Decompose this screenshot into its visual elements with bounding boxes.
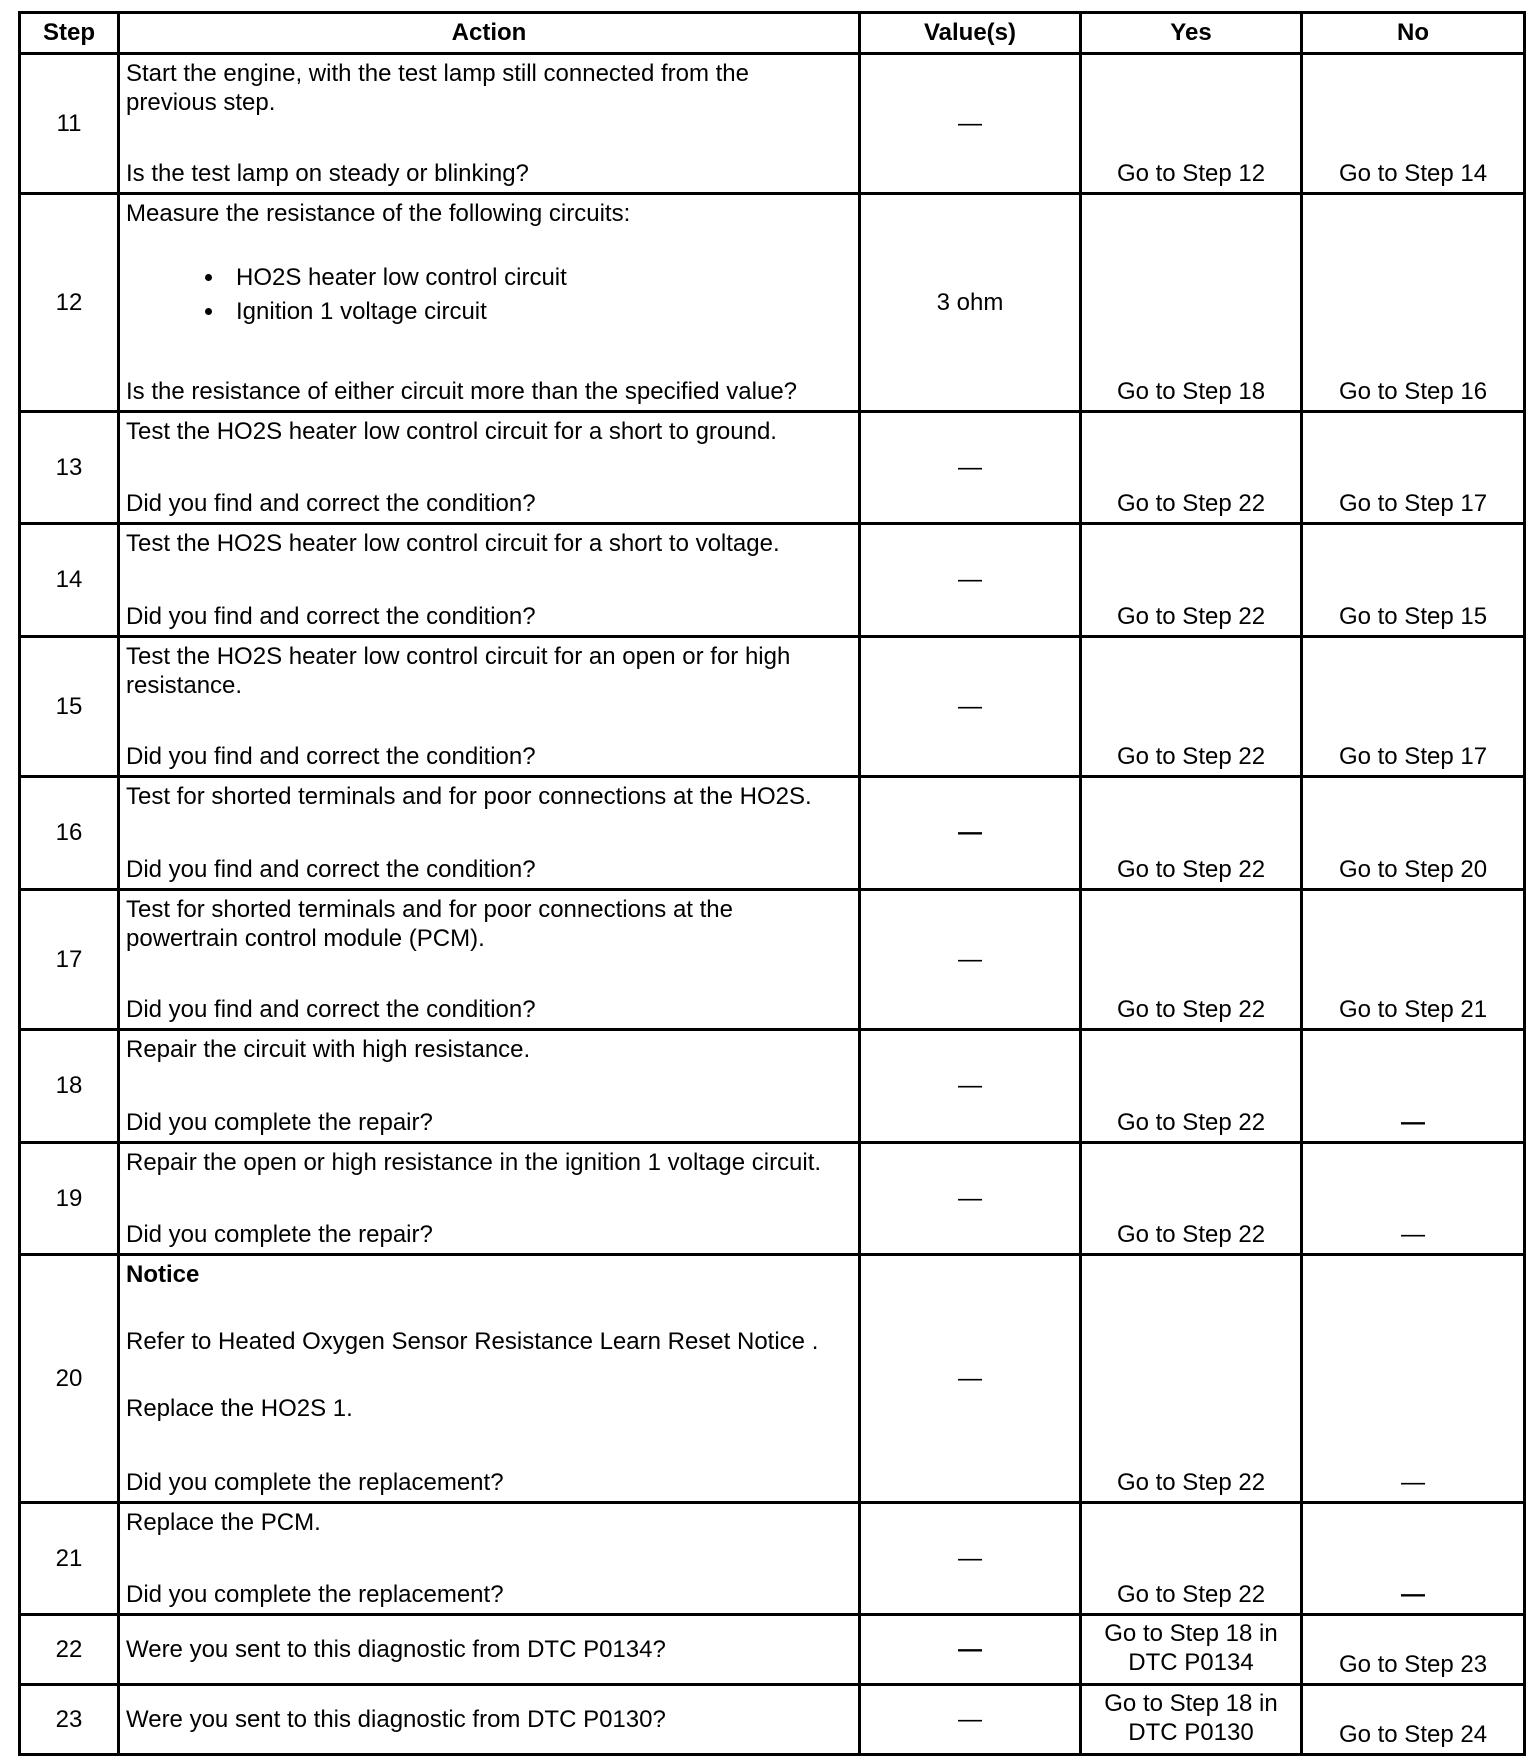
action-question: Did you find and correct the condition?	[126, 743, 536, 770]
yes-cell	[1081, 1503, 1302, 1615]
action-cell	[119, 1030, 860, 1143]
no-dash: —	[1401, 1469, 1425, 1496]
step-number: 17	[20, 890, 119, 1030]
action-text: Test for shorted terminals and for poor connections at the HO2S.	[126, 783, 812, 810]
action-cell	[119, 1143, 860, 1255]
yes-link[interactable]: Go to Step 22	[1116, 856, 1266, 883]
no-cell	[1302, 194, 1525, 412]
no-cell	[1302, 1615, 1525, 1685]
header-values: Value(s)	[860, 13, 1081, 54]
action-cell	[119, 1615, 860, 1685]
action-question: Were you sent to this diagnostic from DTC P0130?	[126, 1705, 666, 1733]
yes-link[interactable]: Go to Step 22	[1116, 603, 1266, 630]
table-row	[20, 412, 1525, 524]
step-number: 20	[20, 1255, 119, 1503]
table-row	[20, 1255, 1525, 1503]
step-number: 22	[20, 1615, 119, 1685]
action-cell	[119, 637, 860, 777]
yes-link[interactable]	[1082, 1689, 1300, 1747]
yes-link[interactable]: Go to Step 22	[1116, 1469, 1266, 1496]
yes-link[interactable]: Go to Step 22	[1116, 996, 1266, 1023]
no-dash: —	[1401, 1221, 1425, 1248]
list-item: • Ignition 1 voltage circuit	[226, 295, 852, 329]
action-cell	[119, 412, 860, 524]
no-link[interactable]: Go to Step 15	[1338, 603, 1488, 630]
action-question: Did you find and correct the condition?	[126, 603, 536, 630]
no-link[interactable]: Go to Step 14	[1338, 160, 1488, 187]
header-step: Step	[20, 13, 119, 54]
value-cell: —	[860, 524, 1081, 637]
action-question: Did you complete the replacement?	[126, 1469, 504, 1496]
table-row	[20, 890, 1525, 1030]
value-cell: 3 ohm	[860, 194, 1081, 412]
no-link[interactable]: Go to Step 20	[1338, 856, 1488, 883]
no-cell	[1302, 412, 1525, 524]
step-number: 23	[20, 1685, 119, 1755]
no-link[interactable]: Go to Step 16	[1338, 378, 1488, 405]
no-cell	[1302, 777, 1525, 890]
yes-link[interactable]	[1082, 1619, 1300, 1677]
circuit-list	[126, 261, 852, 329]
step-number: 12	[20, 194, 119, 412]
action-text: previous step.	[126, 89, 276, 116]
yes-cell	[1081, 1143, 1302, 1255]
no-cell	[1302, 1685, 1525, 1755]
action-cell	[119, 524, 860, 637]
list-item: • HO2S heater low control circuit	[226, 261, 852, 295]
yes-cell	[1081, 637, 1302, 777]
yes-cell	[1081, 1685, 1302, 1755]
table-row	[20, 1030, 1525, 1143]
action-text: Replace the HO2S 1.	[126, 1395, 353, 1422]
action-text: Start the engine, with the test lamp still connected from the	[126, 60, 749, 87]
value-cell: —	[860, 890, 1081, 1030]
step-number: 13	[20, 412, 119, 524]
value-cell: —	[860, 777, 1081, 890]
header-action: Action	[119, 13, 860, 54]
yes-link[interactable]: Go to Step 22	[1116, 1109, 1266, 1136]
action-cell	[119, 777, 860, 890]
value-cell: —	[860, 1143, 1081, 1255]
step-number: 14	[20, 524, 119, 637]
yes-link[interactable]: Go to Step 22	[1116, 1581, 1266, 1608]
action-text: Replace the PCM.	[126, 1509, 321, 1536]
table-row	[20, 1685, 1525, 1755]
yes-link[interactable]: Go to Step 22	[1116, 1221, 1266, 1248]
action-cell	[119, 194, 860, 412]
yes-cell	[1081, 1030, 1302, 1143]
step-number: 19	[20, 1143, 119, 1255]
value-cell: —	[860, 1255, 1081, 1503]
no-cell	[1302, 890, 1525, 1030]
value-cell: —	[860, 1685, 1081, 1755]
table-row	[20, 54, 1525, 194]
yes-link-line: Go to Step 18 in	[1104, 1620, 1278, 1647]
no-cell	[1302, 1503, 1525, 1615]
no-cell	[1302, 54, 1525, 194]
no-cell	[1302, 1143, 1525, 1255]
action-question: Did you complete the repair?	[126, 1109, 433, 1136]
action-text: powertrain control module (PCM).	[126, 925, 485, 952]
action-question: Did you find and correct the condition?	[126, 490, 536, 517]
no-cell	[1302, 1255, 1525, 1503]
no-link[interactable]: Go to Step 17	[1338, 743, 1488, 770]
table-row	[20, 1615, 1525, 1685]
yes-link-line: DTC P0134	[1128, 1649, 1254, 1676]
action-text: Repair the open or high resistance in the ignition 1 voltage circuit.	[126, 1149, 822, 1176]
action-question: Did you complete the repair?	[126, 1221, 433, 1248]
table-row	[20, 194, 1525, 412]
no-dash: —	[1401, 1581, 1425, 1608]
yes-link[interactable]: Go to Step 18	[1116, 378, 1266, 405]
action-text: Test the HO2S heater low control circuit for an open or for high	[126, 643, 791, 670]
diagnostic-table	[18, 11, 1526, 1756]
action-cell	[119, 54, 860, 194]
yes-link[interactable]: Go to Step 22	[1116, 743, 1266, 770]
step-number: 18	[20, 1030, 119, 1143]
table-row	[20, 1503, 1525, 1615]
no-cell	[1302, 1030, 1525, 1143]
action-cell	[119, 890, 860, 1030]
action-text: Test the HO2S heater low control circuit for a short to voltage.	[126, 530, 780, 557]
no-dash: —	[1401, 1109, 1425, 1136]
yes-cell	[1081, 890, 1302, 1030]
table-row	[20, 1143, 1525, 1255]
header-yes: Yes	[1081, 13, 1302, 54]
action-question: Were you sent to this diagnostic from DTC P0134?	[126, 1635, 666, 1663]
notice-heading: Notice	[126, 1261, 200, 1288]
yes-cell	[1081, 412, 1302, 524]
action-question: Did you find and correct the condition?	[126, 856, 536, 883]
action-cell	[119, 1503, 860, 1615]
no-link[interactable]: Go to Step 23	[1338, 1651, 1488, 1678]
no-cell	[1302, 637, 1525, 777]
no-link[interactable]: Go to Step 17	[1338, 490, 1488, 517]
yes-link-line: DTC P0130	[1128, 1719, 1254, 1746]
value-cell: —	[860, 637, 1081, 777]
yes-cell	[1081, 777, 1302, 890]
yes-link[interactable]: Go to Step 12	[1116, 160, 1266, 187]
action-cell	[119, 1685, 860, 1755]
yes-cell	[1081, 1615, 1302, 1685]
value-cell: —	[860, 1503, 1081, 1615]
yes-link[interactable]: Go to Step 22	[1116, 490, 1266, 517]
action-cell	[119, 1255, 860, 1503]
table-row	[20, 777, 1525, 890]
action-text: resistance.	[126, 672, 243, 699]
action-question: Is the resistance of either circuit more than the specified value?	[126, 378, 798, 405]
yes-cell	[1081, 1255, 1302, 1503]
action-question: Is the test lamp on steady or blinking?	[126, 160, 529, 187]
yes-cell	[1081, 54, 1302, 194]
value-cell: —	[860, 1030, 1081, 1143]
step-number: 11	[20, 54, 119, 194]
yes-link-line: Go to Step 18 in	[1104, 1690, 1278, 1717]
action-text: Test for shorted terminals and for poor connections at the	[126, 896, 733, 923]
yes-cell	[1081, 194, 1302, 412]
no-cell	[1302, 524, 1525, 637]
action-text: Repair the circuit with high resistance.	[126, 1036, 531, 1063]
header-row	[20, 13, 1525, 54]
value-cell: —	[860, 412, 1081, 524]
step-number: 16	[20, 777, 119, 890]
no-link[interactable]: Go to Step 21	[1338, 996, 1488, 1023]
step-number: 15	[20, 637, 119, 777]
yes-cell	[1081, 524, 1302, 637]
header-no: No	[1302, 13, 1525, 54]
action-question: Did you complete the replacement?	[126, 1581, 504, 1608]
table-row	[20, 524, 1525, 637]
table-row	[20, 637, 1525, 777]
value-cell: —	[860, 54, 1081, 194]
no-link[interactable]: Go to Step 24	[1338, 1721, 1488, 1748]
step-number: 21	[20, 1503, 119, 1615]
notice-text[interactable]: Refer to Heated Oxygen Sensor Resistance Learn Reset Notice .	[126, 1328, 819, 1355]
action-text: Test the HO2S heater low control circuit for a short to ground.	[126, 418, 777, 445]
action-question: Did you find and correct the condition?	[126, 996, 536, 1023]
value-cell: —	[860, 1615, 1081, 1685]
action-text: Measure the resistance of the following circuits:	[126, 200, 631, 227]
